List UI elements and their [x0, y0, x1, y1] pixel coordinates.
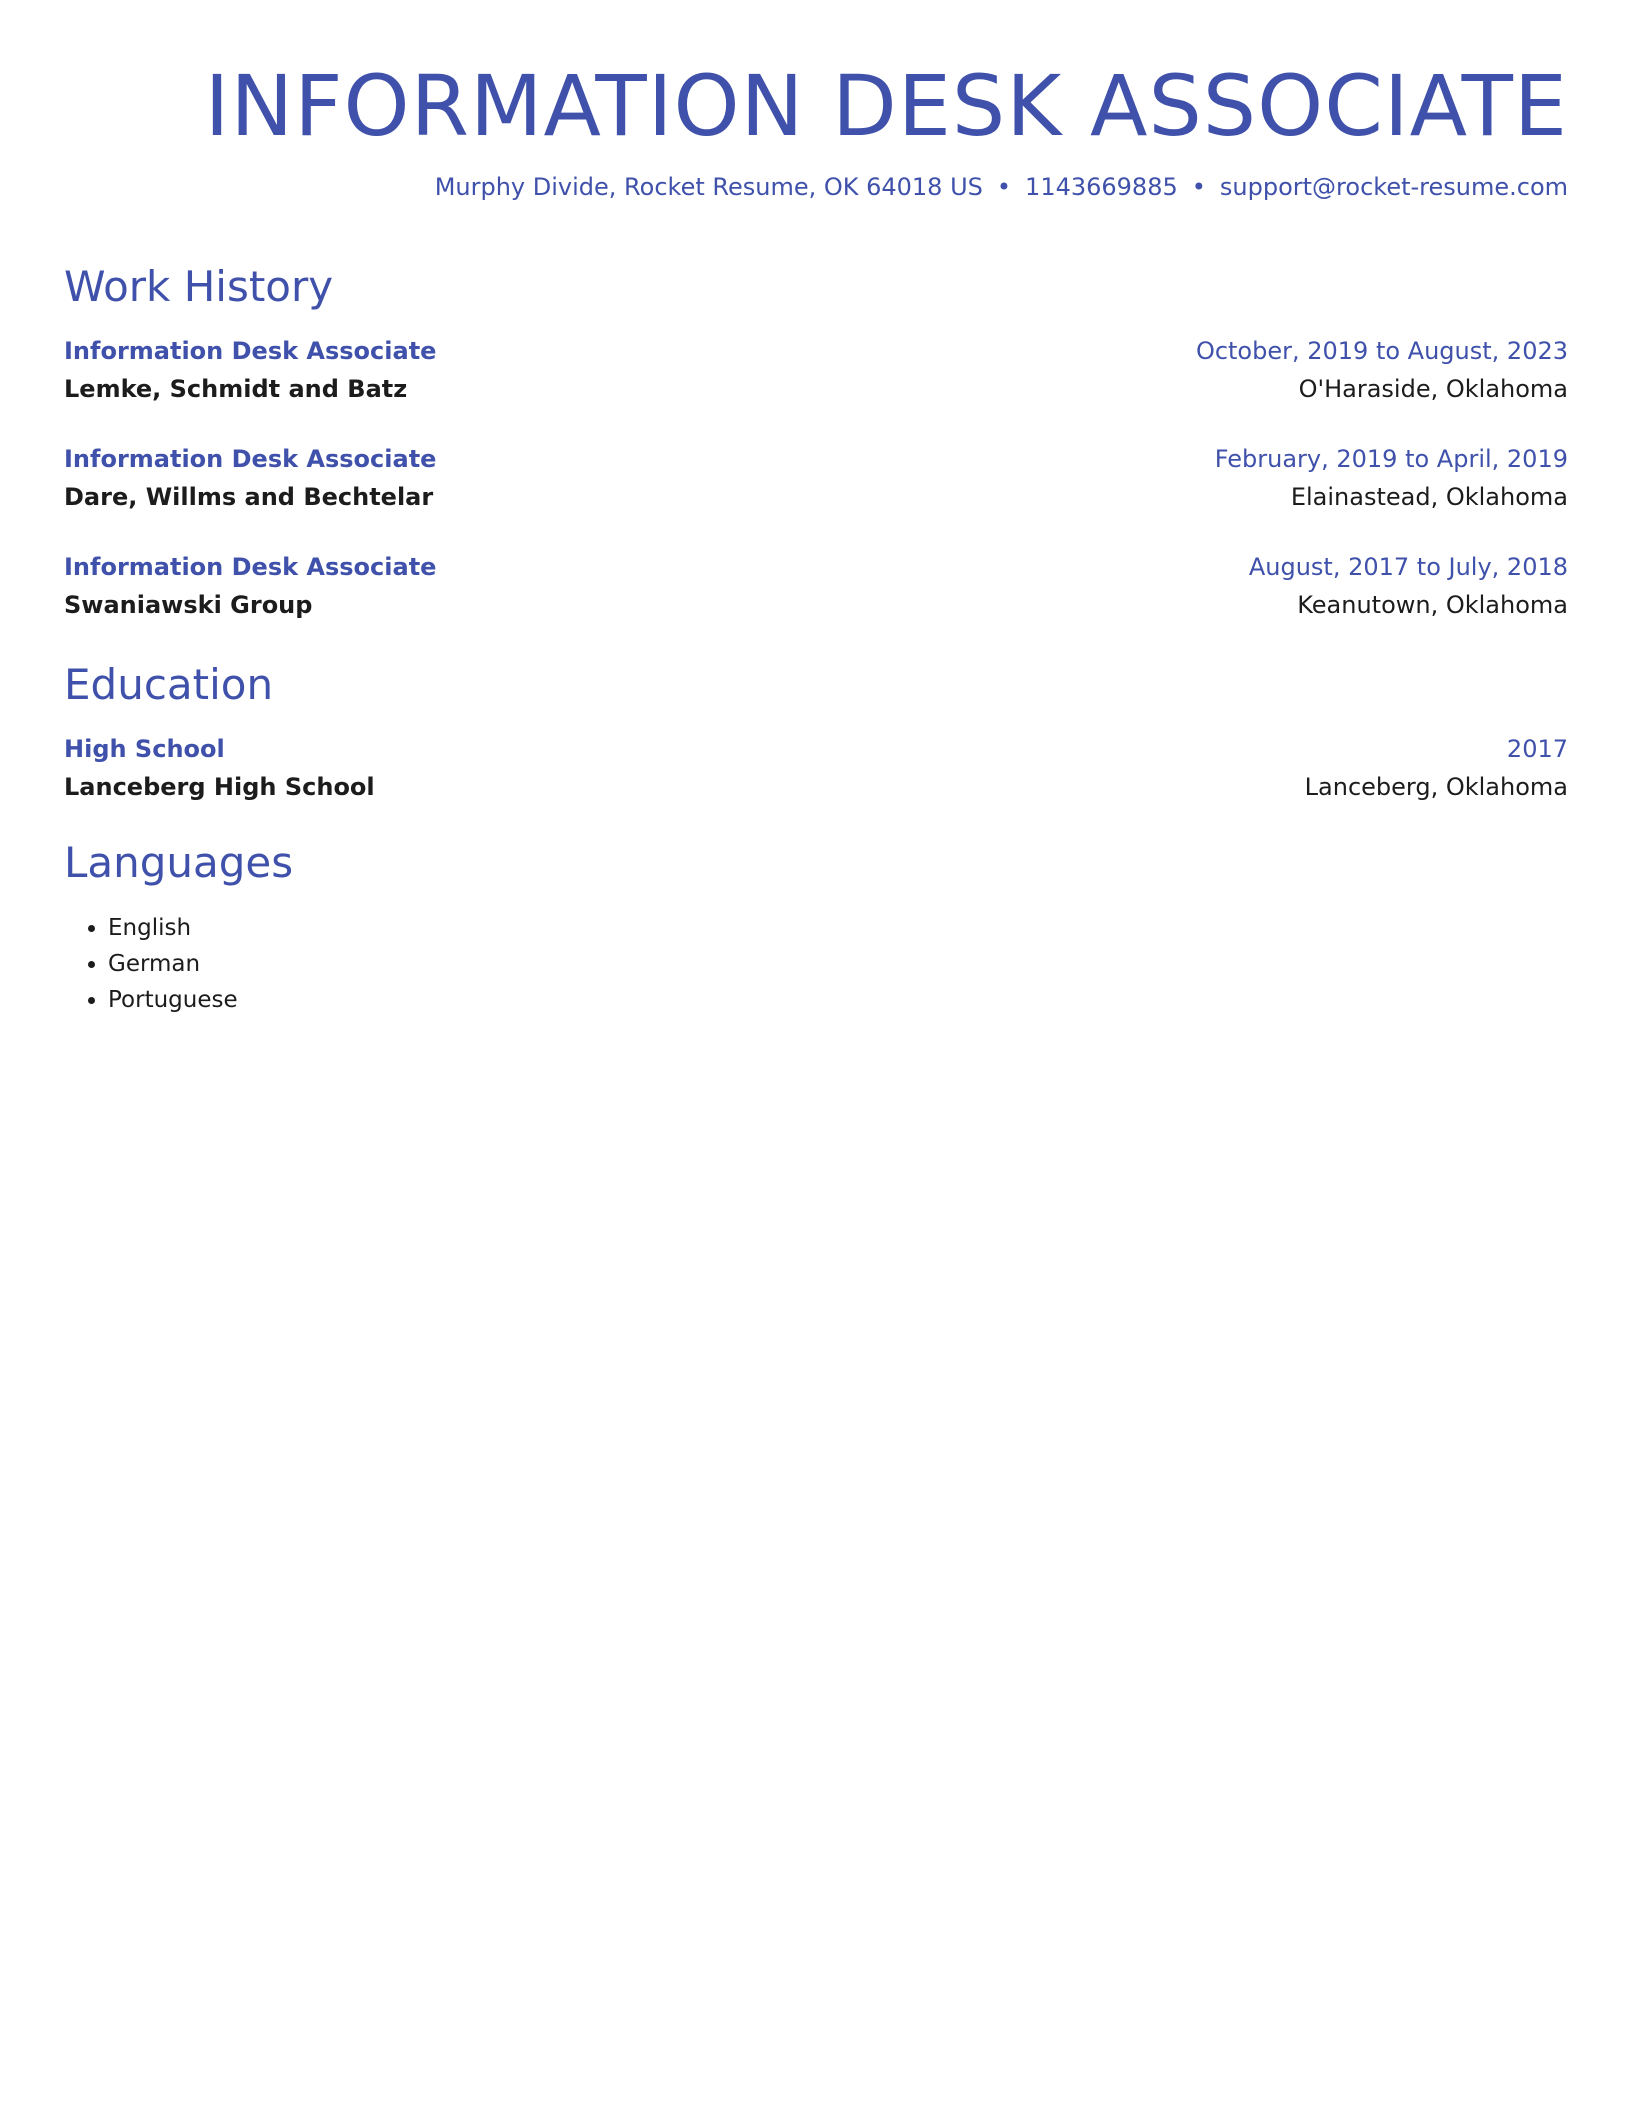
- work-location: Elainastead, Oklahoma: [1290, 483, 1568, 511]
- language-item: • German: [108, 946, 1568, 982]
- section-title-education: Education: [64, 660, 274, 709]
- languages-list: [64, 910, 1568, 1018]
- education-entries: [64, 730, 1568, 806]
- resume-name: INFORMATION DESK ASSOCIATE: [204, 57, 1568, 155]
- education-location: Lanceberg, Oklahoma: [1304, 773, 1568, 801]
- work-position: Information Desk Associate: [64, 553, 437, 581]
- work-entry: [64, 332, 1568, 408]
- work-history-section: [64, 262, 1568, 624]
- work-location: O'Haraside, Oklahoma: [1298, 375, 1568, 403]
- education-school: Lanceberg High School: [64, 773, 375, 801]
- work-entry: [64, 440, 1568, 516]
- languages-section: [64, 838, 1568, 1018]
- contact-separator: •: [1191, 173, 1206, 201]
- work-company: Lemke, Schmidt and Batz: [64, 375, 408, 403]
- contact-line: [435, 172, 1568, 202]
- work-company: Swaniawski Group: [64, 591, 313, 619]
- resume-header: [64, 0, 1568, 201]
- work-company: Dare, Willms and Bechtelar: [64, 483, 434, 511]
- contact-phone: 1143669885: [1025, 173, 1178, 201]
- work-position: Information Desk Associate: [64, 445, 437, 473]
- education-year: 2017: [1506, 735, 1568, 763]
- section-title-languages: Languages: [64, 838, 294, 887]
- work-history-entries: [64, 332, 1568, 624]
- work-entry: [64, 548, 1568, 624]
- work-dates: October, 2019 to August, 2023: [1195, 337, 1568, 365]
- language-item: • Portuguese: [108, 982, 1568, 1018]
- section-title-work-history: Work History: [64, 262, 334, 311]
- work-dates: February, 2019 to April, 2019: [1214, 445, 1568, 473]
- work-position: Information Desk Associate: [64, 337, 437, 365]
- education-entry: [64, 730, 1568, 806]
- contact-separator: •: [996, 173, 1012, 201]
- contact-address: Murphy Divide, Rocket Resume, OK 64018 US: [434, 173, 983, 201]
- education-section: [64, 660, 1568, 806]
- work-dates: August, 2017 to July, 2018: [1248, 553, 1568, 581]
- education-degree: High School: [64, 735, 225, 763]
- work-location: Keanutown, Oklahoma: [1297, 591, 1568, 619]
- language-item: • English: [108, 910, 1568, 946]
- contact-email[interactable]: support@rocket-resume.com: [1219, 173, 1568, 201]
